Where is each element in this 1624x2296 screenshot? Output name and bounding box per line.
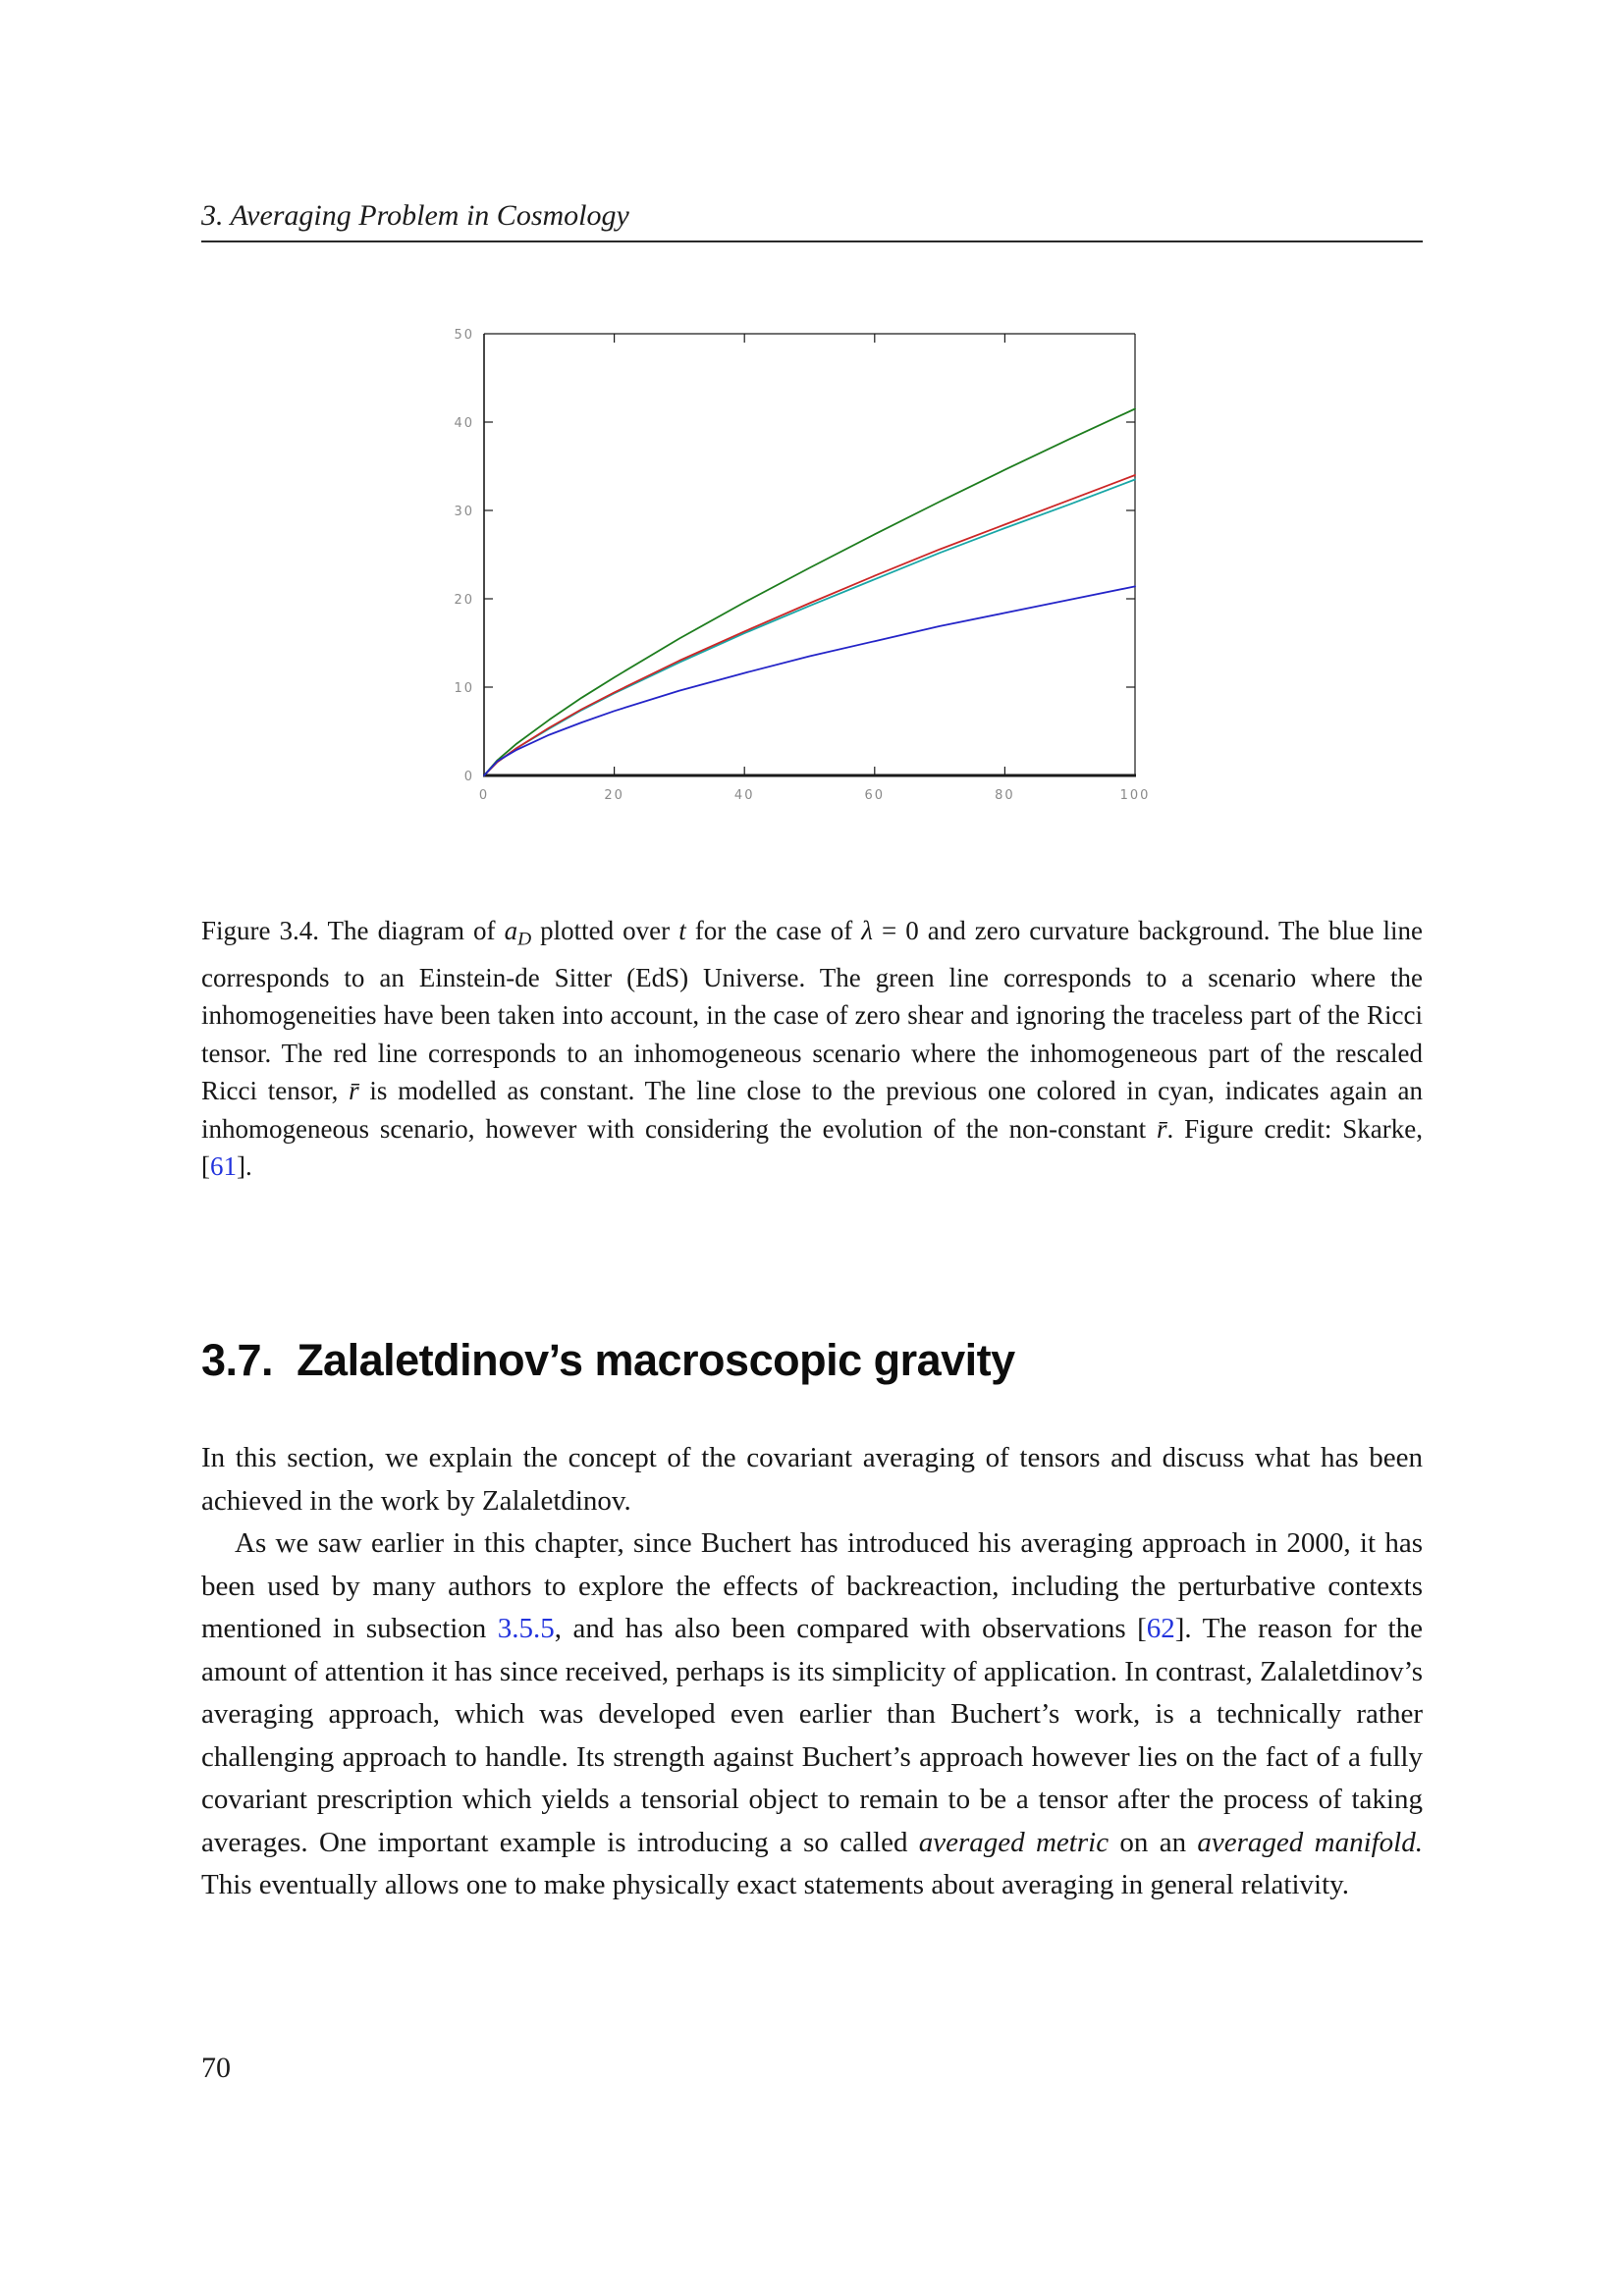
page-number: 70	[201, 2052, 231, 2084]
text-run: a	[504, 916, 518, 945]
y-tick-label: 30	[454, 505, 474, 519]
series-line-cyan	[484, 480, 1135, 776]
x-tick-label: 0	[478, 788, 490, 803]
paragraph: In this section, we explain the concept of the covariant averaging of tensors and discuss what has been achieved in the work by Zalaletdinov.	[201, 1442, 1423, 1517]
section-title: Zalaletdinov’s macroscopic gravity	[297, 1335, 1015, 1385]
x-tick-label: 80	[995, 788, 1015, 803]
y-tick-label: 0	[463, 770, 474, 784]
figure-caption	[201, 912, 1423, 1186]
text-run: This eventually allows one to make physically exact statements about averaging in general relativity.	[201, 1869, 1350, 1900]
text-run: is modelled as constant. The line close to the previous one colored in cyan, indicates again an inhomogeneous scenario, however with considering the evolution of the non-constant	[201, 1076, 1423, 1144]
citation-link[interactable]: 3.5.5	[497, 1613, 555, 1644]
text-run: r̄	[1157, 1113, 1167, 1144]
section-number: 3.7.	[201, 1335, 274, 1385]
figure-3-4-chart	[429, 322, 1156, 813]
y-tick-label: 20	[454, 593, 474, 608]
text-run: , and has also been compared with observations [	[554, 1613, 1147, 1644]
x-tick-label: 20	[604, 788, 624, 803]
text-run: ].	[237, 1151, 252, 1182]
body-text	[201, 1437, 1423, 1907]
paragraph	[201, 1522, 1423, 1907]
text-run: As we saw earlier in this chapter, since Buchert has introduced his averaging approach in 2000, it has been used by many authors to explore the effects of backreaction, including the perturbative contexts mentioned in subsection	[201, 1527, 1423, 1644]
series-line-red	[484, 475, 1135, 775]
text-run: = 0 and zero curvature background. The blue line corresponds to an Einstein-de Sitter (EdS) Universe. The green line corresponds to a scenario where the inhomogeneities have been taken into account, in the case of zero shear and ignoring the traceless part of the Ricci tensor. The red line corresponds to an inhomogeneous scenario where the inhomogeneous part of the rescaled Ricci tensor,	[201, 916, 1423, 1106]
x-tick-label: 100	[1119, 788, 1151, 803]
text-run: plotted over	[531, 916, 679, 945]
series-line-green	[484, 409, 1135, 776]
x-tick-label: 60	[864, 788, 886, 803]
text-run: averaged manifold.	[1197, 1826, 1423, 1858]
text-run: . Figure credit: Skarke, [	[201, 1113, 1424, 1182]
text-run: for the case of	[685, 916, 862, 945]
series-line-blue	[484, 586, 1135, 775]
citation-link[interactable]: 61	[210, 1151, 237, 1182]
text-run: averaged metric	[918, 1826, 1110, 1858]
running-header: 3. Averaging Problem in Cosmology	[201, 199, 629, 232]
text-run: r̄	[349, 1076, 359, 1106]
text-run: λ	[861, 916, 873, 945]
text-run: on an	[1109, 1826, 1198, 1858]
text-run: D	[517, 929, 532, 950]
figure-3-4	[429, 322, 1156, 813]
x-tick-label: 40	[733, 788, 755, 803]
text-run: ]. The reason for the amount of attention it has since received, perhaps is its simplicity of application. In contrast, Zalaletdinov’s averaging approach, which was developed even earlier than Buchert’s work, is a technically rather challenging approach to handle. Its strength against Buchert’s approach however lies on the fact of a fully covariant prescription which yields a tensorial object to remain to be a tensor after the process of taking averages. One important example is introducing a so called	[201, 1613, 1423, 1858]
citation-link[interactable]: 62	[1146, 1613, 1175, 1644]
header-rule	[201, 240, 1423, 242]
y-tick-label: 40	[454, 416, 474, 431]
section-heading	[201, 1335, 1423, 1386]
y-tick-label: 50	[454, 328, 474, 343]
y-tick-label: 10	[454, 681, 474, 696]
text-run: Figure 3.4. The diagram of	[201, 916, 505, 945]
text-run: t	[678, 916, 686, 945]
